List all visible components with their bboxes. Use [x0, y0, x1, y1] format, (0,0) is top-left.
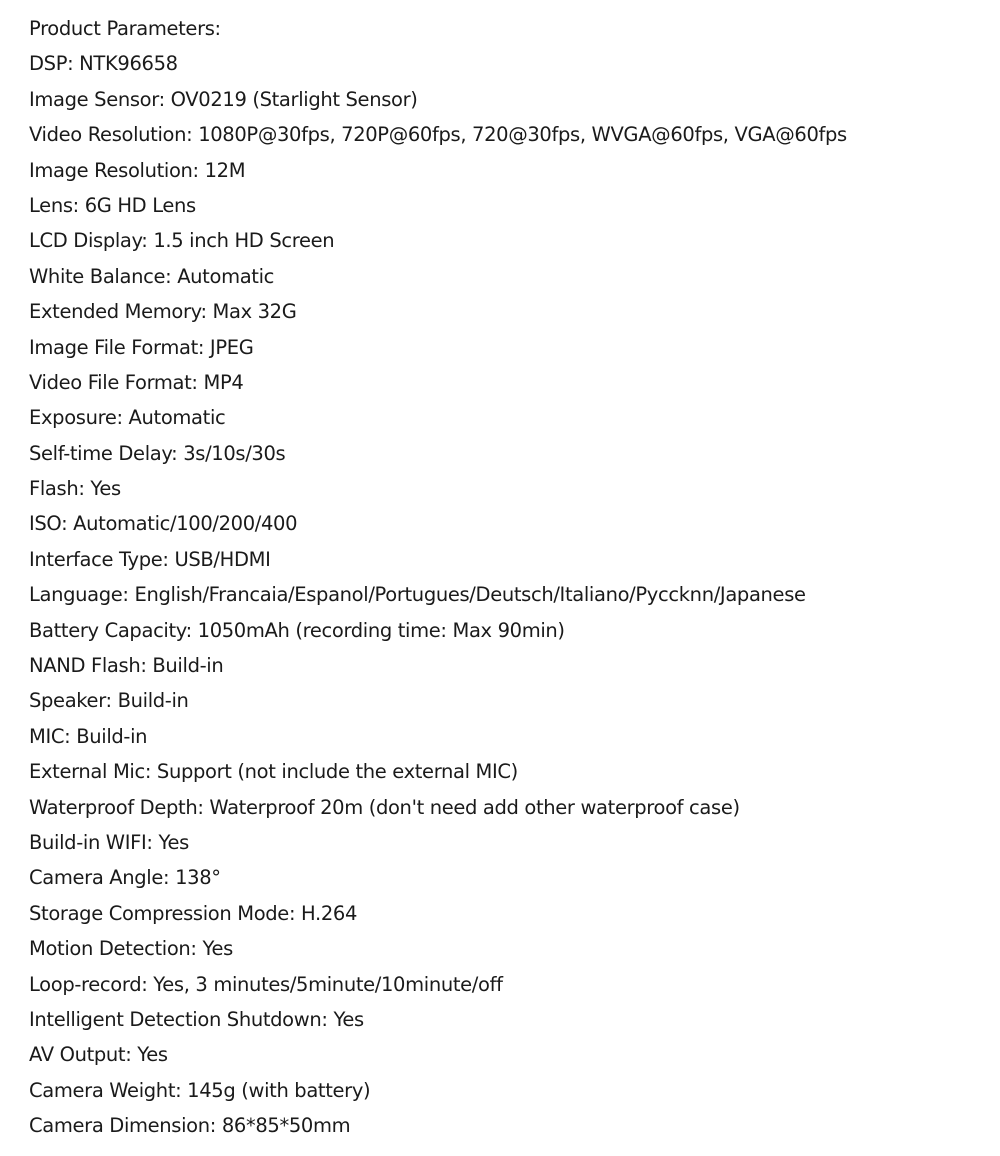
- param-camera-weight: Camera Weight: 145g (with battery): [29, 1078, 371, 1102]
- param-white-balance: White Balance: Automatic: [29, 264, 275, 288]
- param-iso: ISO: Automatic/100/200/400: [29, 512, 298, 536]
- param-storage-compression-mode: Storage Compression Mode: H.264: [29, 901, 358, 925]
- param-image-sensor: Image Sensor: OV0219 (Starlight Sensor): [29, 87, 418, 111]
- param-motion-detection: Motion Detection: Yes: [29, 937, 233, 961]
- param-battery-capacity: Battery Capacity: 1050mAh (recording time: Max 90min): [29, 618, 565, 642]
- param-waterproof-depth: Waterproof Depth: Waterproof 20m (don't need add other waterproof case): [29, 795, 740, 819]
- product-parameters-title: Product Parameters:: [29, 17, 221, 40]
- param-external-mic: External Mic: Support (not include the external MIC): [29, 760, 518, 784]
- param-av-output: AV Output: Yes: [29, 1043, 168, 1067]
- param-loop-record: Loop-record: Yes, 3 minutes/5minute/10minute/off: [29, 972, 503, 996]
- param-exposure: Exposure: Automatic: [29, 406, 226, 430]
- param-extended-memory: Extended Memory: Max 32G: [29, 300, 297, 324]
- param-video-resolution: Video Resolution: 1080P@30fps, 720P@60fps, 720@30fps, WVGA@60fps, VGA@60fps: [29, 123, 847, 147]
- param-nand-flash: NAND Flash: Build-in: [29, 654, 224, 678]
- param-camera-dimension: Camera Dimension: 86*85*50mm: [29, 1114, 351, 1138]
- param-camera-angle: Camera Angle: 138°: [29, 866, 221, 890]
- param-mic: MIC: Build-in: [29, 724, 148, 748]
- product-parameters-list: [29, 11, 979, 1144]
- param-speaker: Speaker: Build-in: [29, 689, 189, 713]
- param-video-file-format: Video File Format: MP4: [29, 370, 244, 394]
- param-lens: Lens: 6G HD Lens: [29, 193, 196, 217]
- param-flash: Flash: Yes: [29, 477, 121, 501]
- param-dsp: DSP: NTK96658: [29, 52, 178, 76]
- param-language: Language: English/Francaia/Espanol/Portugues/Deutsch/Italiano/Pyccknn/Japanese: [29, 583, 806, 607]
- param-self-time-delay: Self-time Delay: 3s/10s/30s: [29, 441, 286, 465]
- param-build-in-wifi: Build-in WIFI: Yes: [29, 830, 189, 854]
- param-image-resolution: Image Resolution: 12M: [29, 158, 246, 182]
- param-lcd-display: LCD Display: 1.5 inch HD Screen: [29, 229, 335, 253]
- param-intelligent-detection-shutdown: Intelligent Detection Shutdown: Yes: [29, 1007, 364, 1031]
- param-image-file-format: Image File Format: JPEG: [29, 335, 254, 359]
- param-interface-type: Interface Type: USB/HDMI: [29, 547, 271, 571]
